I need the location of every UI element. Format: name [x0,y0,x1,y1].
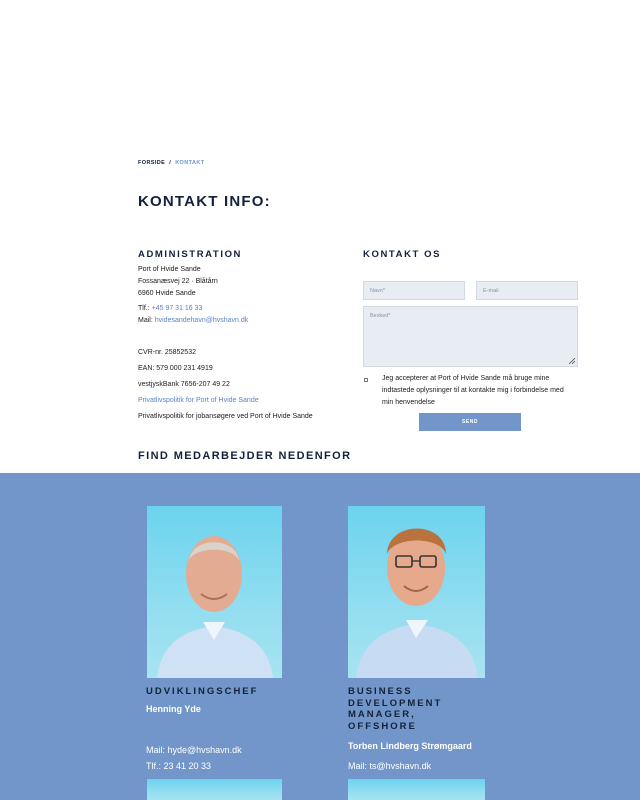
consent-text [382,373,564,409]
staff-name-1: Henning Yde [146,704,201,714]
staff-section [0,473,640,800]
portrait-illustration [147,506,282,678]
admin-bank: vestjyskBank 7656-207 49 22 [138,381,230,388]
staff-mail-1[interactable]: Mail: hyde@hvshavn.dk [146,745,242,755]
staff-role-1-line-1: UDVIKLINGSCHEF [146,686,259,697]
staff-photo-torben-stromgaard [348,506,485,678]
admin-mail-row [138,315,248,327]
staff-role-2-line-1: BUSINESS [348,686,413,697]
administration-heading: ADMINISTRATION [138,249,243,260]
message-textarea[interactable] [363,306,578,367]
staff-photo-next-1 [147,779,282,800]
privacy-jobs-link[interactable]: Privatlivspolitik for jobansøgere ved Port of Hvide Sande [138,413,313,420]
staff-role-2-line-3: MANAGER, [348,709,416,720]
consent-line-2: indtastede oplysninger til at kontakte mig i forbindelse med [382,387,564,394]
staff-name-2: Torben Lindberg Strømgaard [348,741,472,751]
admin-phone-label: Tlf.: [138,305,152,312]
admin-phone-row [138,303,202,315]
resize-handle-icon[interactable] [569,358,575,364]
admin-mail-label: Mail: [138,317,155,324]
name-input[interactable]: Navn* [363,281,465,300]
admin-city: 6960 Hvide Sande [138,290,196,297]
staff-photo-henning-yde [147,506,282,678]
staff-mail-2[interactable]: Mail: ts@hvshavn.dk [348,761,432,771]
staff-contact-1 [146,742,242,774]
send-button[interactable]: SEND [419,413,521,431]
staff-contact-2 [348,758,431,774]
staff-phone-1[interactable]: Tlf.: 23 41 20 33 [146,761,212,771]
admin-ean: EAN: 579 000 231 4919 [138,365,213,372]
portrait-illustration [348,506,485,678]
staff-role-1 [146,686,258,698]
consent-line-1: Jeg accepterer at Port of Hvide Sande må bruge mine [382,375,550,382]
admin-mail-link[interactable]: hvidesandehavn@hvshavn.dk [154,317,249,324]
breadcrumb-home[interactable]: FORSIDE [138,160,166,166]
admin-address [138,264,218,300]
message-placeholder: Besked* [370,313,391,319]
admin-phone-link[interactable]: +45 97 31 16 33 [151,305,203,312]
staff-role-2-line-2: DEVELOPMENT [348,697,443,709]
staff-role-2 [348,686,442,732]
staff-heading: FIND MEDARBEJDER NEDENFOR [138,450,352,462]
breadcrumb [138,160,204,166]
admin-company-name: Port of Hvide Sande [138,266,201,273]
consent-checkbox[interactable] [364,378,368,382]
admin-street: Fossanæsvej 22 · Blåtårn [138,278,218,285]
email-input[interactable]: E-mail [476,281,578,300]
staff-role-2-line-4: OFFSHORE [348,720,417,732]
admin-cvr: CVR-nr. 25852532 [138,349,196,356]
consent-line-3: min henvendelse [382,399,435,406]
staff-photo-next-2 [348,779,485,800]
privacy-policy-link[interactable]: Privatlivspolitik for Port of Hvide Sande [138,397,259,404]
contact-form-heading: KONTAKT OS [363,249,442,260]
page-title: KONTAKT INFO: [138,193,271,210]
breadcrumb-current[interactable]: KONTAKT [175,160,205,166]
breadcrumb-separator: / [169,160,172,166]
